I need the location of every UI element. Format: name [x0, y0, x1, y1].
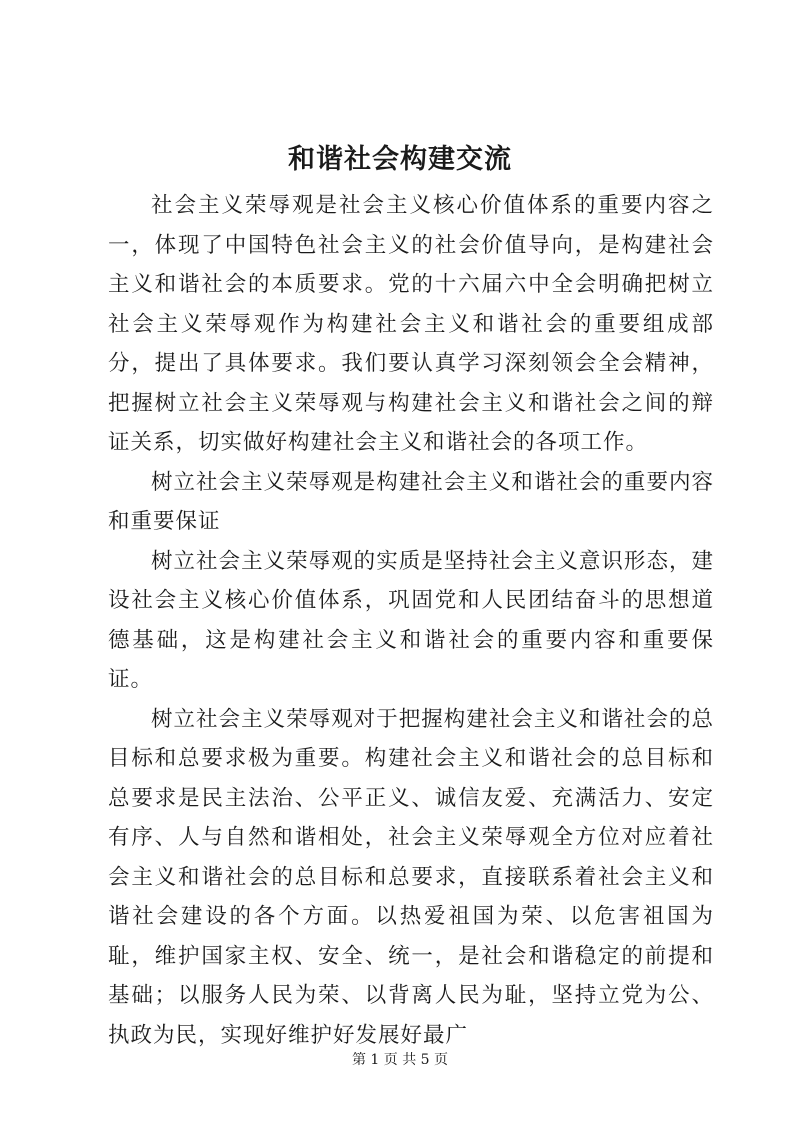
paragraph: 树立社会主义荣辱观是构建社会主义和谐社会的重要内容和重要保证 — [108, 469, 714, 534]
page-footer: 第 1 页 共 5 页 — [351, 1052, 449, 1068]
document-body — [108, 186, 714, 1055]
document-title: 和谐社会构建交流 — [288, 144, 512, 175]
paragraph: 树立社会主义荣辱观的实质是坚持社会主义意识形态，建设社会主义核心价值体系，巩固党和人民团结奋斗的思想道德基础，这是构建社会主义和谐社会的重要内容和重要保证。 — [108, 548, 714, 692]
paragraph: 树立社会主义荣辱观对于把握构建社会主义和谐社会的总目标和总要求极为重要。构建社会主义和谐社会的总目标和总要求是民主法治、公平正义、诚信友爱、充满活力、安定有序、人与自然和谐相处，社会主义荣辱观全方位对应着社会主义和谐社会的总目标和总要求，直接联系着社会主义和谐社会建设的各个方面。以热爱祖国为荣、以危害祖国为耻，维护国家主权、安全、统一，是社会和谐稳定的前提和基础；以服务人民为荣、以背离人民为耻，坚持立党为公、执政为民，实现好维护好发展好最广 — [108, 706, 714, 1048]
paragraph: 社会主义荣辱观是社会主义核心价值体系的重要内容之一，体现了中国特色社会主义的社会价值导向，是构建社会主义和谐社会的本质要求。党的十六届六中全会明确把树立社会主义荣辱观作为构建社会主义和谐社会的重要组成部分，提出了具体要求。我们要认真学习深刻领会全会精神，把握树立社会主义荣辱观与构建社会主义和谐社会之间的辩证关系，切实做好构建社会主义和谐社会的各项工作。 — [108, 193, 714, 455]
